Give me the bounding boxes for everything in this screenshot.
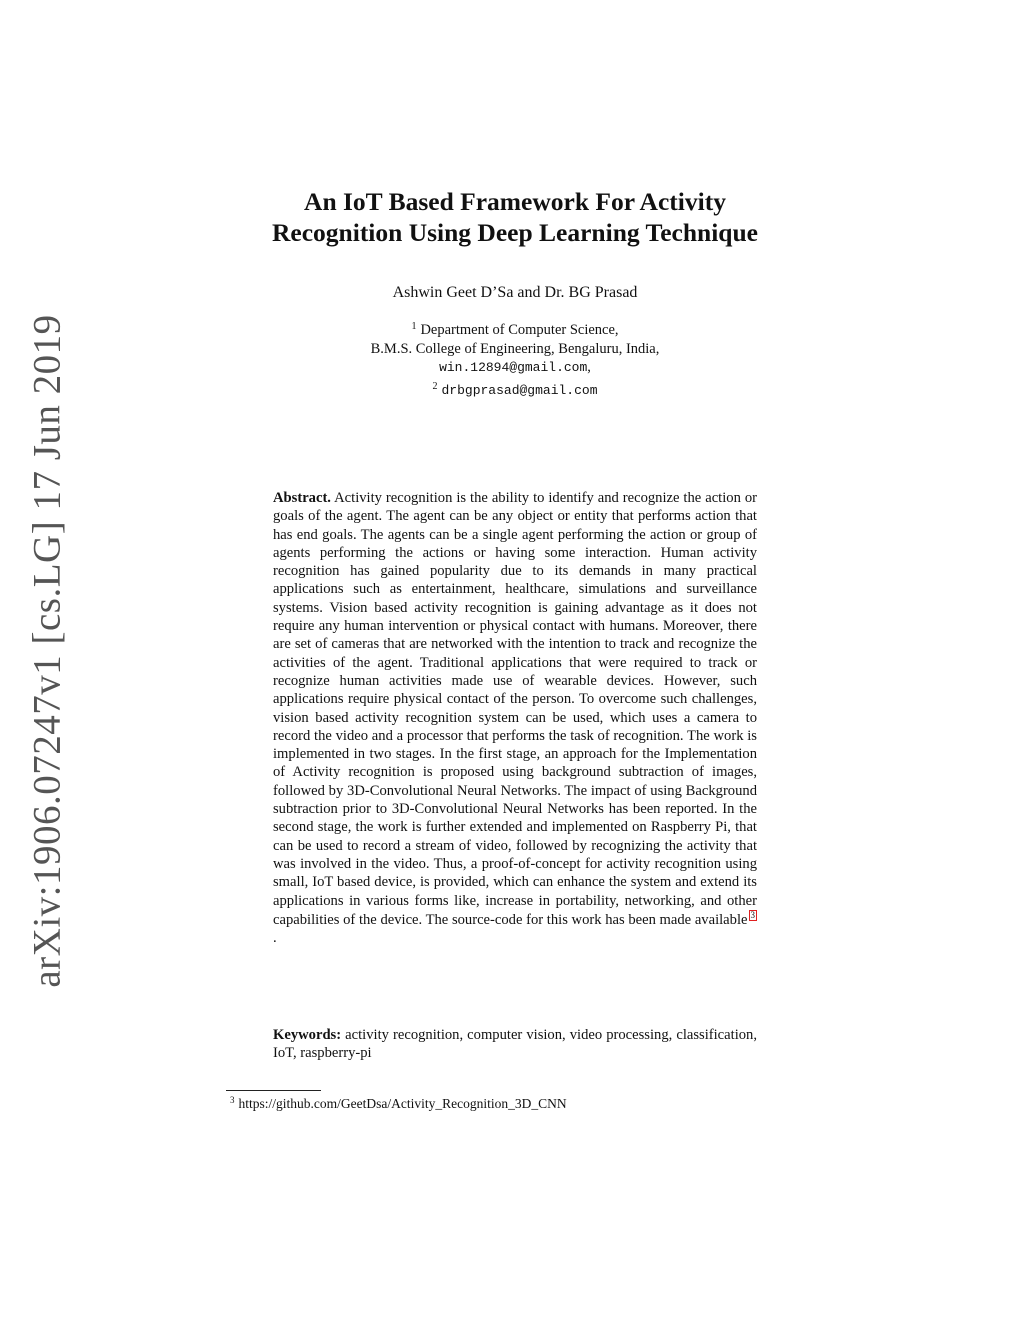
email-line-2	[200, 378, 830, 401]
abstract-end: .	[273, 930, 277, 947]
footnote-url[interactable]: https://github.com/GeetDsa/Activity_Recognition_3D_CNN	[238, 1096, 567, 1111]
arxiv-identifier: arXiv:1906.07247v1 [cs.LG] 17 Jun 2019	[25, 314, 69, 988]
department-text: Department of Computer Science,	[420, 322, 619, 338]
footnote-link[interactable]: 3	[750, 909, 755, 920]
keywords-label: Keywords:	[273, 1027, 342, 1043]
affiliation-mark-1: 1	[411, 321, 417, 332]
affiliation-block	[200, 318, 830, 400]
footnote-mark: 3	[230, 1095, 235, 1105]
email-link-2[interactable]: drbgprasad@gmail.com	[441, 382, 598, 398]
footnote	[230, 1095, 790, 1112]
abstract-label: Abstract.	[273, 490, 331, 506]
author-list: Ashwin Geet D’Sa and Dr. BG Prasad	[392, 284, 638, 301]
email-link-1[interactable]: win.12894@gmail.com	[439, 360, 588, 375]
abstract-text: Activity recognition is the ability to identify and recognize the action or goals of the agent. The agent can be any object or entity that performs action that has end goals. The agents can be a single agent performing the action or group of agents performing the actions or having some interaction. Human activity recognition has gained popularity due to its demands in many practical applications such as entertainment, healthcare, simulations and surveillance systems. Vision based activity recognition is gaining advantage as it does not require any human intervention or physical contact with humans. Moreover, there are set of cameras that are networked with the intention to track and recognize the activities of the agent. Traditional applications that were required to track or recognize human activities made use of wearable devices. However, such applications require physical contact of the person. To overcome such challenges, vision based activity recognition system can be used, which uses a camera to record the video and a processor that performs the task of recognition. The work is implemented in two stages. In the first stage, an approach for the Implementation of Activity recognition is proposed using background subtraction of images, followed by 3D-Convolutional Neural Networks. The impact of using Background subtraction prior to 3D-Convolutional Neural Networks has been reported. In the second stage, the work is further extended and implemented on Raspberry Pi, that can be used to record a stream of video, followed by recognizing the activity that was involved in the video. Thus, a proof-of-concept for activity recognition using small, IoT based device, is provided, which can enhance the system and extend its applications in various forms like, increase in portability, networking, and other capabilities of the device. The source-code for this work has been made available	[273, 490, 757, 928]
affiliation-department	[200, 318, 830, 340]
footnote-divider	[226, 1090, 321, 1091]
keywords-text: activity recognition, computer vision, video processing, classification, IoT, raspberry-pi	[273, 1027, 757, 1062]
title-line-1: An IoT Based Framework For Activity	[304, 187, 726, 216]
abstract	[273, 489, 757, 947]
title-line-2: Recognition Using Deep Learning Technique	[272, 218, 758, 247]
keywords	[273, 1026, 757, 1063]
email-separator: ,	[587, 359, 591, 375]
paper-title	[200, 186, 830, 248]
email-line-1	[200, 358, 830, 378]
affiliation-mark-2: 2	[432, 380, 438, 392]
affiliation-college: B.M.S. College of Engineering, Bengaluru, India,	[370, 340, 660, 357]
